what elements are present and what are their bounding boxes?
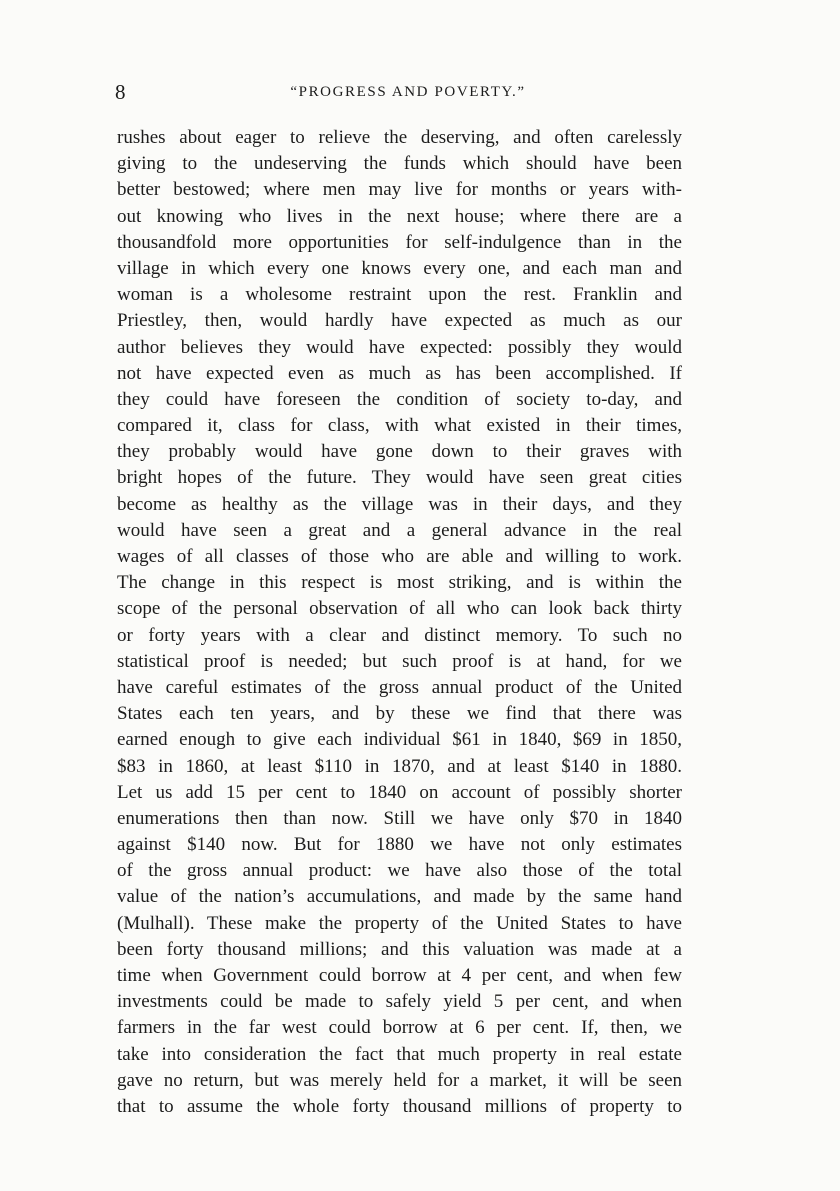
text-line: have careful estimates of the gross annual product of the United — [117, 676, 682, 698]
text-line: that to assume the whole forty thousand millions of property to — [117, 1095, 682, 1117]
text-line: wages of all classes of those who are able and willing to work. — [117, 546, 682, 567]
text-line: they probably would have gone down to their graves with — [117, 441, 682, 463]
text-line: bright hopes of the future. They would have seen great cities — [117, 467, 682, 489]
text-line: become as healthy as the village was in their days, and they — [117, 493, 682, 515]
text-line: gave no return, but was merely held for a market, it will be seen — [117, 1069, 682, 1091]
text-line: village in which every one knows every one, and each man and — [117, 257, 682, 279]
running-head — [115, 78, 683, 106]
text-line: scope of the personal observation of all who can look back thirty — [117, 598, 682, 620]
text-line: Let us add 15 per cent to 1840 on account of possibly shorter — [117, 781, 682, 803]
text-line: earned enough to give each individual $61 in 1840, $69 in 1850, — [117, 729, 682, 751]
text-line: take into consideration the fact that much property in real estate — [117, 1043, 682, 1065]
text-line: not have expected even as much as has been accomplished. If — [117, 362, 682, 384]
text-line: The change in this respect is most striking, and is within the — [117, 572, 682, 594]
text-line: they could have foreseen the condition of society to-day, and — [117, 388, 682, 410]
text-line: would have seen a great and a general advance in the real — [117, 519, 682, 541]
text-line: thousandfold more opportunities for self-indulgence than in the — [117, 231, 682, 253]
text-line: of the gross annual product: we have also those of the total — [117, 860, 682, 882]
text-line: rushes about eager to relieve the deserving, and often carelessly — [117, 127, 682, 148]
text-line: (Mulhall). These make the property of the United States to have — [117, 912, 682, 934]
text-line: woman is a wholesome restraint upon the rest. Franklin and — [117, 284, 682, 306]
running-title: “PROGRESS AND POVERTY.” — [290, 84, 526, 100]
text-line: author believes they would have expected: possibly they would — [117, 336, 682, 358]
text-line: better bestowed; where men may live for months or years with- — [117, 179, 682, 201]
text-line: statistical proof is needed; but such proof is at hand, for we — [117, 650, 682, 672]
text-line: farmers in the far west could borrow at 6 per cent. If, then, we — [117, 1017, 682, 1039]
text-line: value of the nation’s accumulations, and made by the same hand — [117, 886, 682, 908]
text-line: Priestley, then, would hardly have expected as much as our — [117, 310, 682, 332]
text-line: or forty years with a clear and distinct memory. To such no — [117, 624, 682, 646]
text-line: compared it, class for class, with what existed in their times, — [117, 415, 682, 437]
text-line: giving to the undeserving the funds which should have been — [117, 153, 682, 175]
text-line: against $140 now. But for 1880 we have not only estimates — [117, 834, 682, 856]
text-line: out knowing who lives in the next house; where there are a — [117, 205, 682, 227]
text-line: investments could be made to safely yield 5 per cent, and when — [117, 991, 682, 1013]
text-line: enumerations then than now. Still we have only $70 in 1840 — [117, 807, 682, 829]
text-line: States each ten years, and by these we find that there was — [117, 703, 682, 725]
page-number: 8 — [115, 80, 126, 104]
body-text — [117, 125, 682, 1120]
text-line: been forty thousand millions; and this valuation was made at a — [117, 938, 682, 960]
text-line: time when Government could borrow at 4 per cent, and when few — [117, 965, 682, 986]
text-line: $83 in 1860, at least $110 in 1870, and at least $140 in 1880. — [117, 755, 682, 777]
